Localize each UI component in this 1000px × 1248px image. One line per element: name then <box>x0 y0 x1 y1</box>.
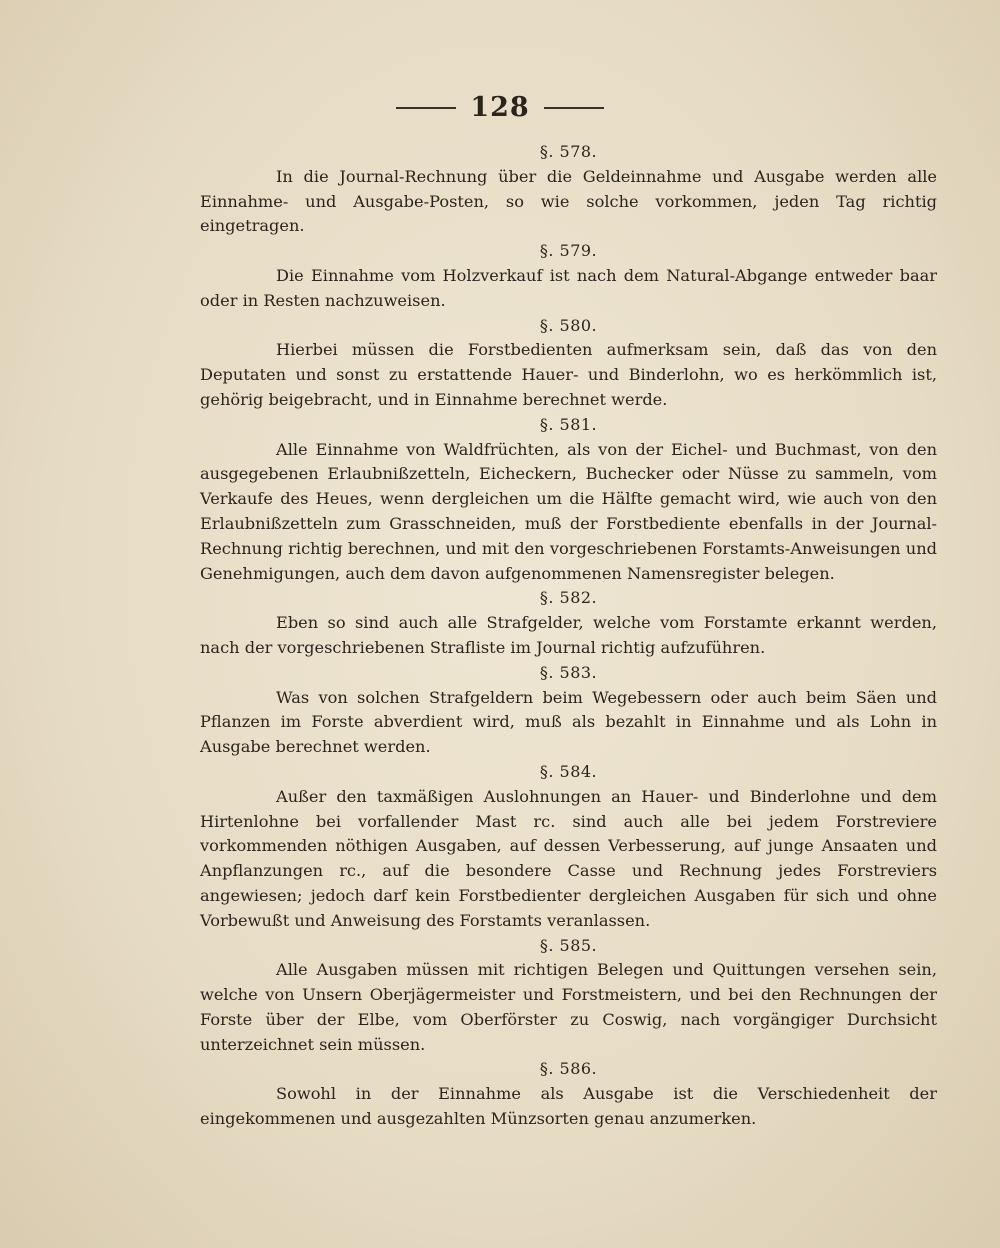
section-text: Alle Einnahme von Waldfrüchten, als von der Eichel- und Buchmast, von den ausgegebenen Erlaubnißzetteln, Eicheckern, Buchecker oder Nüsse zu sammeln, vom Verkaufe des Heues, wenn dergleichen um die Hälfte gemacht wird, wie auch von den Erlaubnißzetteln zum Grasschneiden, muß der Forstbediente ebenfalls in der Journal-Rechnung richtig berechnen, und mit den vorgeschriebenen Forstamts-Anweisungen und Genehmigungen, auch dem davon aufgenommenen Namensregister belegen. <box>200 439 937 583</box>
section-text: In die Journal-Rechnung über die Geldeinnahme und Ausgabe werden alle Einnahme- und Ausgabe-Posten, so wie solche vorkommen, jeden Tag richtig eingetragen. <box>200 166 937 236</box>
section-text: Eben so sind auch alle Strafgelder, welche vom Forstamte erkannt werden, nach der vorgeschriebenen Strafliste im Journal richtig aufzuführen. <box>200 613 937 657</box>
section-heading: §. 585. <box>539 935 598 955</box>
section-581 <box>200 413 937 587</box>
section-heading: §. 578. <box>539 142 598 161</box>
section-579 <box>200 239 937 313</box>
section-583 <box>200 661 937 760</box>
page-number: 128 <box>470 92 530 123</box>
section-heading: §. 580. <box>539 315 598 335</box>
section-text: Sowohl in der Einnahme als Ausgabe ist die Verschiedenheit der eingekommenen und ausgezahlten Münzsorten genau anzumerken. <box>200 1084 937 1129</box>
section-586 <box>200 1057 937 1131</box>
section-heading: §. 586. <box>539 1059 598 1079</box>
page-header <box>0 92 1000 123</box>
section-text: Was von solchen Strafgeldern beim Wegebessern oder auch beim Säen und Pflanzen im Forste abverdient wird, muß als bezahlt in Einnahme und als Lohn in Ausgabe berechnet werden. <box>200 687 937 757</box>
section-text: Die Einnahme vom Holzverkauf ist nach dem Natural-Abgange entweder baar oder in Resten nachzuweisen. <box>200 265 937 310</box>
section-585 <box>200 934 937 1058</box>
section-582 <box>200 586 937 660</box>
section-heading: §. 581. <box>539 414 598 434</box>
section-heading: §. 582. <box>539 588 598 608</box>
section-580 <box>200 314 937 413</box>
section-text: Hierbei müssen die Forstbedienten aufmerksam sein, daß das von den Deputaten und sonst zu erstattende Hauer- und Binderlohn, wo es herkömmlich ist, gehörig beigebracht, und in Einnahme berechnet werde. <box>200 340 937 409</box>
section-heading: §. 584. <box>539 761 598 781</box>
section-heading: §. 583. <box>539 662 598 682</box>
section-text: Außer den taxmäßigen Auslohnungen an Hauer- und Binderlohne und dem Hirtenlohne bei vorfallender Mast rc. sind auch alle bei jedem Forstreviere vorkommenden nöthigen Ausgaben, auf dessen Verbesserung, auf junge Ansaaten und Anpflanzungen rc., auf die besondere Casse und Rechnung jedes Forstreviers angewiesen; jedoch darf kein Forstbedienter dergleichen Ausgaben für sich und ohne Vorbewußt und Anweisung des Forstamts veranlassen. <box>200 786 937 930</box>
header-rule-right <box>544 107 604 109</box>
page-body <box>200 140 937 1132</box>
section-578 <box>200 140 937 239</box>
section-heading: §. 579. <box>539 241 598 261</box>
header-rule-left <box>396 107 456 109</box>
section-584 <box>200 760 937 934</box>
section-text: Alle Ausgaben müssen mit richtigen Belegen und Quittungen versehen sein, welche von Unsern Oberjägermeister und Forstmeistern, und bei den Rechnungen der Forste über der Elbe, vom Oberförster zu Coswig, nach vorgängiger Durchsicht unterzeichnet sein müssen. <box>200 960 937 1054</box>
